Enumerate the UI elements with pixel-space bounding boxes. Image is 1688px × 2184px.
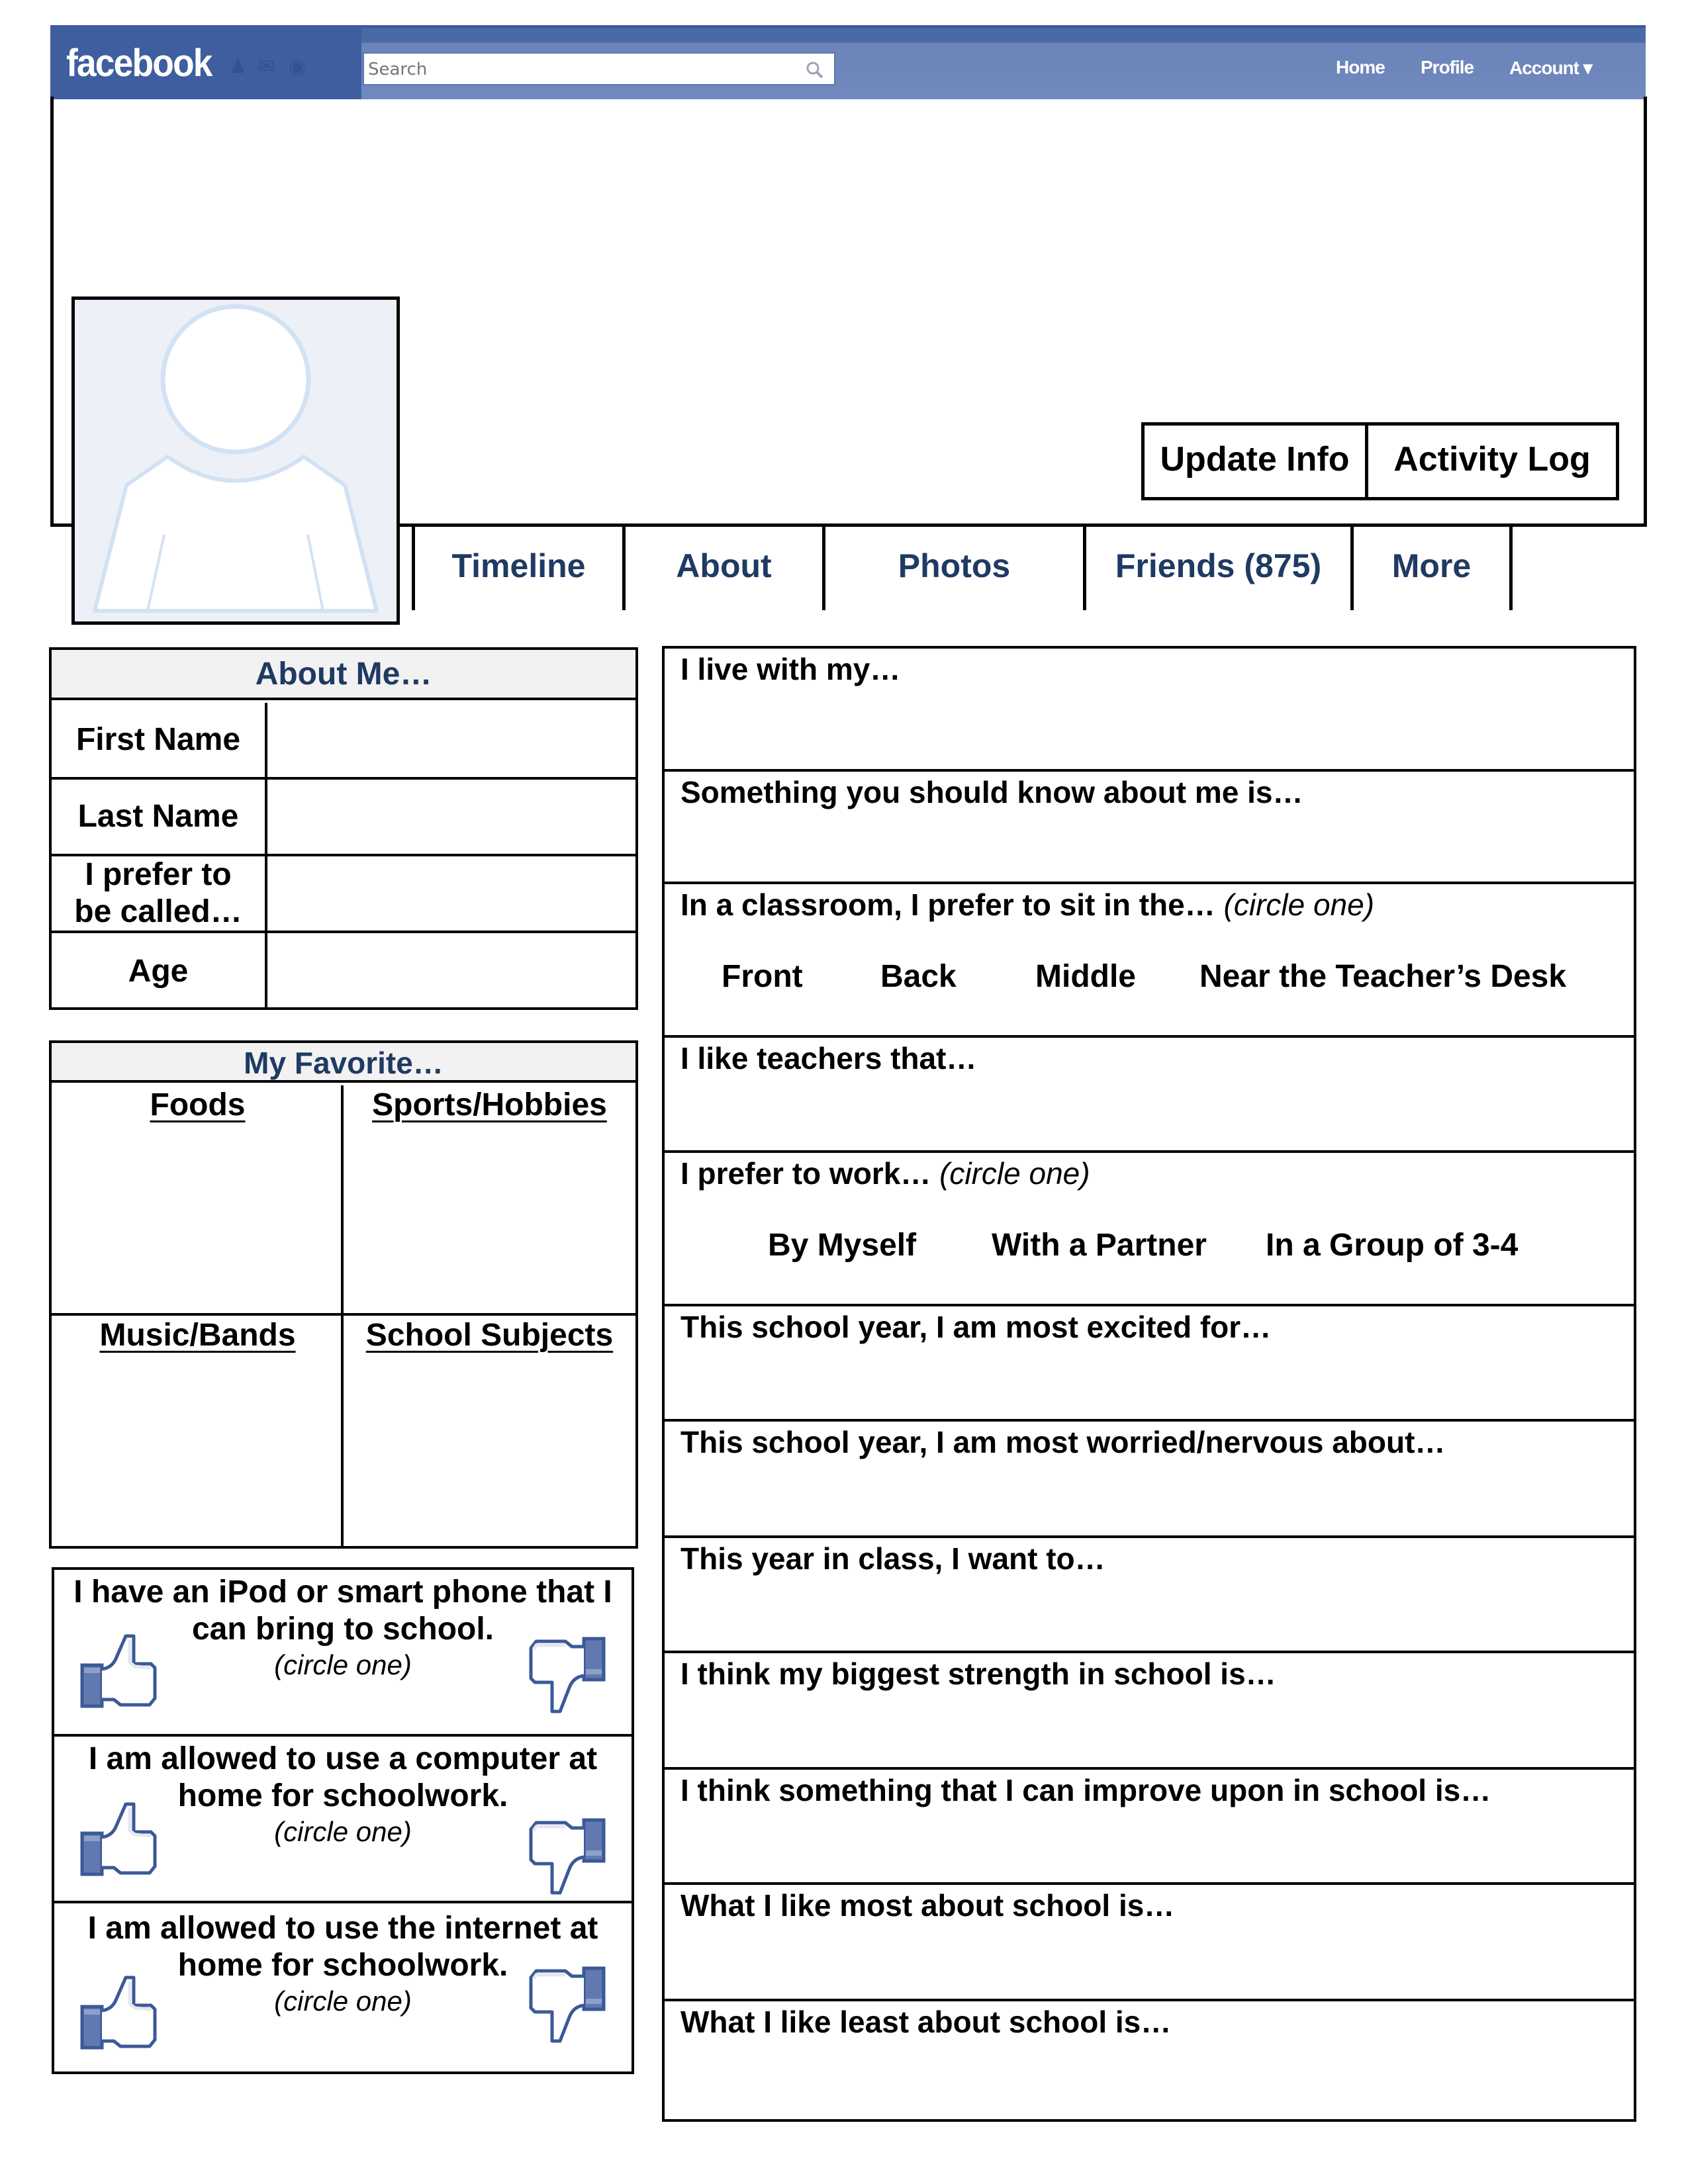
favorite-heading: Sports/Hobbies (372, 1087, 607, 1122)
tab-more[interactable]: More (1350, 527, 1509, 610)
profile-actions (1141, 422, 1619, 500)
prompt-question: What I like most about school is… (680, 1888, 1175, 1923)
prompt-answer[interactable] (680, 815, 1618, 875)
prompt-box (665, 772, 1634, 884)
about-label: Last Name (52, 780, 267, 854)
circle-one-hint: (circle one) (274, 1649, 412, 1680)
yes-no-row (54, 1737, 632, 1903)
about-row-age (52, 933, 635, 1010)
prompt-question: I like teachers that… (680, 1041, 977, 1075)
prompt-answer[interactable] (680, 2045, 1618, 2113)
about-row-first-name (52, 703, 635, 780)
prompt-answer[interactable] (680, 1697, 1618, 1760)
thumbs-up-icon[interactable] (78, 1631, 163, 1717)
seat-option-teacher-desk[interactable]: Near the Teacher’s Desk (1199, 959, 1567, 994)
prompt-box-seating (665, 884, 1634, 1038)
favorites-title: My Favorite… (52, 1043, 635, 1083)
circle-one-hint: (circle one) (274, 1816, 412, 1847)
yes-no-row (54, 1570, 632, 1737)
thumbs-down-icon[interactable] (523, 1812, 608, 1898)
favorite-sports-cell[interactable] (341, 1085, 635, 1313)
circle-one-hint: (circle one) (1223, 887, 1375, 922)
prompts-column (662, 646, 1636, 2122)
messages-icon[interactable]: ✉ (258, 56, 275, 77)
yes-no-row (54, 1906, 632, 2071)
prompt-box (665, 1038, 1634, 1153)
search-box[interactable] (363, 52, 835, 85)
search-input[interactable] (368, 59, 778, 80)
tab-about[interactable]: About (622, 527, 822, 610)
favorite-subjects-cell[interactable] (341, 1313, 635, 1546)
prompt-question: I live with my… (680, 652, 901, 686)
about-row-last-name (52, 780, 635, 856)
prompt-question: I think my biggest strength in school is… (680, 1657, 1276, 1691)
prompt-answer[interactable] (680, 1081, 1618, 1144)
first-name-field[interactable] (270, 703, 635, 777)
prompt-answer[interactable] (680, 1813, 1618, 1876)
prompt-box (665, 2001, 1634, 2119)
thumbs-down-icon[interactable] (523, 1631, 608, 1717)
prompt-question: Something you should know about me is… (680, 775, 1303, 809)
nav-home-link[interactable]: Home (1336, 57, 1385, 77)
update-info-button[interactable]: Update Info (1145, 426, 1368, 497)
search-icon[interactable] (805, 60, 825, 80)
favorite-foods-cell[interactable] (52, 1085, 344, 1313)
prompt-box-work-style (665, 1153, 1634, 1306)
prompt-answer[interactable] (680, 692, 1618, 762)
about-label: First Name (52, 703, 267, 777)
prompt-question: I think something that I can improve upon in school is… (680, 1773, 1491, 1807)
favorite-music-cell[interactable] (52, 1313, 344, 1546)
prompt-question-text: In a classroom, I prefer to sit in the… (680, 887, 1215, 922)
tab-friends[interactable]: Friends (875) (1083, 527, 1350, 610)
work-option-myself[interactable]: By Myself (768, 1228, 917, 1263)
yes-no-question: I am allowed to use a computer at home for schoolwork. (88, 1741, 598, 1813)
prompt-question-text: I prefer to work… (680, 1156, 931, 1191)
prompt-answer[interactable] (680, 1350, 1618, 1412)
circle-one-hint: (circle one) (274, 1985, 412, 2017)
prompt-box (665, 1770, 1634, 1885)
friend-requests-icon[interactable]: ♟ (229, 56, 247, 77)
prompt-question: This school year, I am most worried/nervous about… (680, 1425, 1446, 1459)
prompt-box (665, 1422, 1634, 1538)
activity-log-button[interactable]: Activity Log (1393, 440, 1591, 478)
age-field[interactable] (270, 933, 635, 1010)
prompt-box (665, 1306, 1634, 1422)
prompt-box (665, 1885, 1634, 2001)
seat-option-middle[interactable]: Middle (1035, 959, 1136, 994)
tab-timeline[interactable]: Timeline (412, 527, 622, 610)
circle-one-hint: (circle one) (939, 1156, 1090, 1191)
yes-no-question: I have an iPod or smart phone that I can bring to school. (73, 1574, 612, 1647)
thumbs-down-icon[interactable] (523, 1960, 608, 2046)
seat-option-front[interactable]: Front (722, 959, 803, 994)
default-avatar-icon (75, 300, 397, 621)
about-me-title: About Me… (52, 650, 635, 700)
last-name-field[interactable] (270, 780, 635, 854)
facebook-logo[interactable]: facebook (66, 42, 212, 85)
prompt-question: This school year, I am most excited for… (680, 1310, 1272, 1344)
prompt-box (665, 649, 1634, 772)
nav-profile-link[interactable]: Profile (1421, 57, 1474, 77)
tab-photos[interactable]: Photos (822, 527, 1083, 610)
favorite-heading: Foods (150, 1087, 246, 1122)
yes-no-questions (52, 1567, 634, 2074)
prompt-box (665, 1538, 1634, 1653)
prompt-question: What I like least about school is… (680, 2005, 1172, 2039)
work-option-group[interactable]: In a Group of 3-4 (1266, 1228, 1519, 1263)
favorite-heading: Music/Bands (99, 1318, 296, 1353)
prompt-question: This year in class, I want to… (680, 1541, 1105, 1576)
profile-picture[interactable] (71, 296, 400, 625)
prompt-answer[interactable] (680, 1465, 1618, 1529)
thumbs-up-icon[interactable] (78, 1799, 163, 1885)
preferred-name-field[interactable] (270, 856, 635, 931)
yes-no-question: I am allowed to use the internet at home for schoolwork. (87, 1911, 598, 1983)
about-row-preferred-name (52, 856, 635, 933)
tab-divider (1509, 527, 1513, 610)
about-label: Age (52, 933, 267, 1010)
prompt-answer[interactable] (680, 1582, 1618, 1644)
prompt-question (680, 887, 1374, 923)
thumbs-up-icon[interactable] (78, 1972, 163, 2058)
prompt-box (665, 1653, 1634, 1770)
favorite-heading: School Subjects (365, 1318, 614, 1353)
favorites-table (49, 1040, 638, 1549)
prompt-answer[interactable] (680, 1929, 1618, 1992)
notifications-icon[interactable]: ◉ (289, 56, 306, 77)
about-label: I prefer to be called… (52, 856, 267, 931)
seat-option-back[interactable]: Back (880, 959, 957, 994)
about-me-table (49, 647, 638, 1010)
work-option-partner[interactable]: With a Partner (992, 1228, 1207, 1263)
prompt-question (680, 1156, 1090, 1191)
nav-account-menu[interactable]: Account ▾ (1509, 58, 1592, 78)
